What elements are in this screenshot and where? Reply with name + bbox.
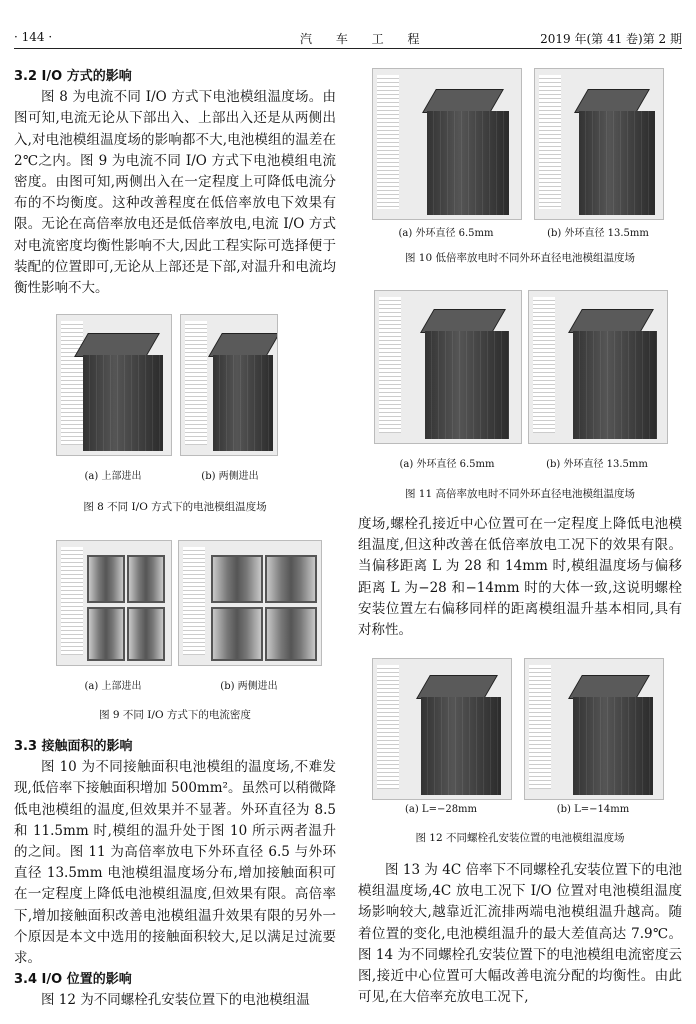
right-column-text-1	[358, 514, 682, 641]
fig11a-image	[374, 290, 522, 444]
right-paragraph-1: 度场,螺栓孔接近中心位置可在一定程度上降低电池模组温度,但这种改善在低倍率放电工况下的效果有限。当偏移距离 L 为 28 和 14mm 时,模组温度场与偏移距离 L 为−28 和−14mm 时的大体一致,这说明螺栓安装位置左右偏移同样的距离模组温升基本相同,具有对称性。	[358, 516, 682, 639]
section-3-4-title: 3.4 I/O 位置的影响	[14, 972, 132, 988]
fig8a-image	[56, 314, 172, 456]
left-column-bottom	[14, 736, 336, 1012]
fig12b-image	[524, 658, 664, 800]
fig10b-image	[534, 68, 664, 220]
fig8b-label: (b) 两侧进出	[201, 471, 259, 482]
section-3-2-text: 图 8 为电流不同 I/O 方式下电池模组温度场。由图可知,电流无论从下部出入、上部出入还是从两侧出入,对电池模组温度场的影响都不大,电池模组的温差在 2℃之内。图 9 为电流不同 I/O 方式下电池模组电流密度。由图可知,两侧出入在一定程度上可降低电流分布的不均衡度。这种改善程度在低倍率放电下效果有限。无论在高倍率放电还是低倍率放电,电流 I/O 方式对电流密度均衡性影响不大,因此工程实际可选择便于装配的位置即可,无论从上部还是下部,对温升和电流均衡性影响不大。	[14, 89, 336, 297]
issue-info: 2019 年(第 41 卷)第 2 期	[540, 32, 682, 46]
right-column-text-2	[358, 860, 682, 1008]
fig10a-image	[372, 68, 522, 220]
fig10a-label: (a) 外环直径 6.5mm	[398, 228, 494, 239]
section-3-3-text: 图 10 为不同接触面积电池模组的温度场,不难发现,低倍率下接触面积增加 500mm²。虽然可以稍微降低电池模组的温度,但效果并不显著。外环直径为 8.5 和 11.5mm 时,模组的温升处于图 10 所示两者温升的之间。图 11 为高倍率放电下外环直径 6.5 与外环直径 13.5mm 电池模组温度场分布,增加接触面积可在一定程度上降低电池模组温度,但效果有限。高倍率下,增加接触面积改善电池模组温升效果有限的另外一个原因是本文中选用的接触面积较大,足以满足过流要求。	[14, 759, 336, 967]
fig11b-label: (b) 外环直径 13.5mm	[546, 459, 648, 470]
fig11-caption: 图 11 高倍率放电时不同外环直径电池模组温度场	[404, 488, 636, 500]
fig9b-image	[178, 540, 322, 666]
fig12-caption: 图 12 不同螺栓孔安装位置的电池模组温度场	[415, 832, 625, 844]
fig12b-label: (b) L=−14mm	[556, 804, 630, 815]
journal-title: 汽 车 工 程	[300, 32, 430, 46]
fig9-caption: 图 9 不同 I/O 方式下的电流密度	[99, 709, 251, 721]
header-rule	[14, 48, 682, 49]
page-header	[0, 0, 696, 52]
fig9b-label: (b) 两侧进出	[220, 681, 278, 692]
fig8a-label: (a) 上部进出	[84, 471, 142, 482]
fig9a-image	[56, 540, 172, 666]
section-3-2-title: 3.2 I/O 方式的影响	[14, 69, 132, 84]
section-3-4-text: 图 12 为不同螺栓孔安装位置下的电池模组温	[41, 992, 310, 1009]
right-paragraph-2: 图 13 为 4C 倍率下不同螺栓孔安装位置下的电池模组温度场,4C 放电工况下 I/O 位置对电池模组温度场影响较大,越靠近汇流排两端电池模组温升越高。随着位置的变化,电池模组温升的最大差值高达 7.9℃。图 14 为不同螺栓孔安装位置下的电池模组电流密度云图,接近中心位置可大幅改善电流分配的均衡性。由此可见,在大倍率充放电工况下,	[358, 862, 682, 1006]
section-3-3-title: 3.3 接触面积的影响	[14, 739, 133, 754]
left-column-top	[14, 66, 336, 299]
fig9a-label: (a) 上部进出	[84, 681, 142, 692]
fig10-caption: 图 10 低倍率放电时不同外环直径电池模组温度场	[404, 252, 636, 264]
fig12a-label: (a) L=−28mm	[404, 804, 478, 815]
fig11a-label: (a) 外环直径 6.5mm	[399, 459, 495, 470]
fig11b-image	[528, 290, 668, 444]
fig10b-label: (b) 外环直径 13.5mm	[547, 228, 649, 239]
fig12a-image	[372, 658, 512, 800]
fig8b-image	[180, 314, 278, 456]
fig8-caption: 图 8 不同 I/O 方式下的电池模组温度场	[83, 501, 267, 513]
page-number: · 144 ·	[14, 30, 53, 44]
